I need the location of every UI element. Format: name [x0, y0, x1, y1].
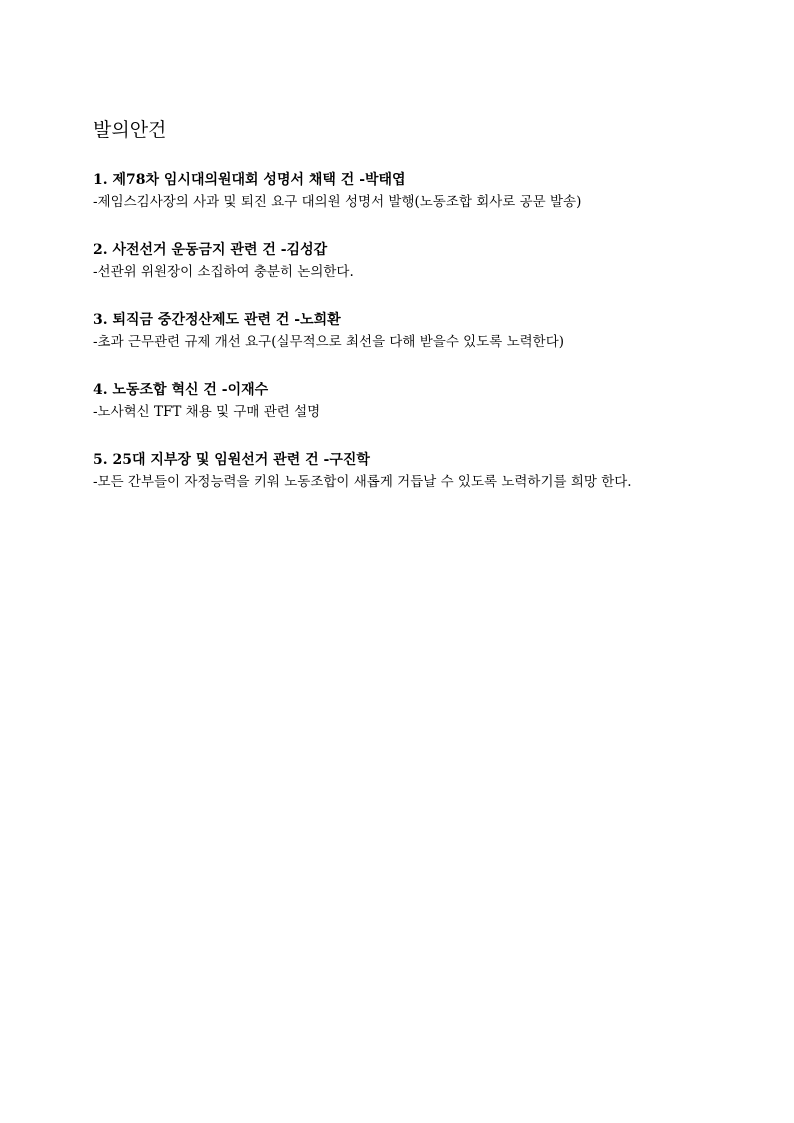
- agenda-item-2: [93, 239, 713, 283]
- agenda-item-heading: 5. 25대 지부장 및 임원선거 관련 건 -구진학: [93, 452, 370, 468]
- agenda-item-heading: 3. 퇴직금 중간정산제도 관련 건 -노희환: [93, 312, 341, 328]
- agenda-item-heading: 2. 사전선거 운동금지 관련 건 -김성갑: [93, 242, 328, 258]
- document-title: 발의안건: [93, 119, 167, 141]
- document-page: [93, 117, 713, 519]
- agenda-item-3: [93, 309, 713, 353]
- agenda-item-5: [93, 449, 713, 493]
- agenda-item-detail: -모든 간부들이 자정능력을 키워 노동조합이 새롭게 거듭날 수 있도록 노력하기를 희망 한다.: [93, 474, 632, 490]
- agenda-item-detail: -초과 근무관련 규제 개선 요구(실무적으로 최선을 다해 받을수 있도록 노력한다): [93, 334, 565, 350]
- agenda-item-detail: -노사혁신 TFT 채용 및 구매 관련 설명: [93, 404, 321, 420]
- agenda-item-detail: -제임스김사장의 사과 및 퇴진 요구 대의원 성명서 발행(노동조합 회사로 공문 발송): [93, 194, 582, 210]
- agenda-item-detail: -선관위 위원장이 소집하여 충분히 논의한다.: [93, 264, 354, 280]
- agenda-item-1: [93, 169, 713, 213]
- agenda-item-heading: 4. 노동조합 혁신 건 -이재수: [93, 382, 269, 398]
- agenda-item-4: [93, 379, 713, 423]
- agenda-item-heading: 1. 제78차 임시대의원대회 성명서 채택 건 -박태엽: [93, 172, 406, 188]
